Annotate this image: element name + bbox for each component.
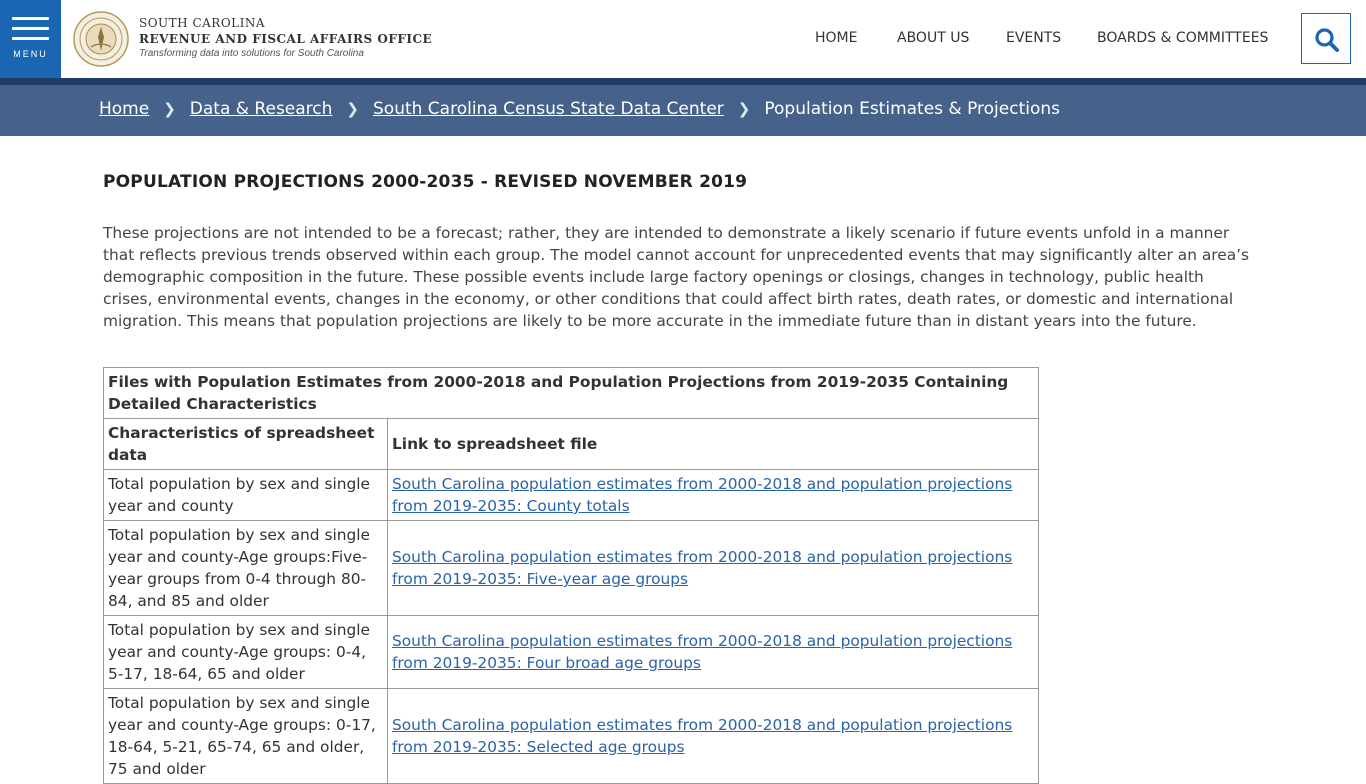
- menu-button[interactable]: [0, 0, 61, 78]
- state-seal-logo[interactable]: [73, 11, 129, 67]
- brand-line2: REVENUE AND FISCAL AFFAIRS OFFICE: [139, 32, 433, 46]
- chevron-right-icon: ❯: [346, 100, 359, 118]
- nav-about-us[interactable]: ABOUT US: [897, 30, 970, 46]
- search-button[interactable]: [1301, 13, 1351, 64]
- county-totals-link[interactable]: South Carolina population estimates from 2000-2018 and population projections from 2019-2035: County totals: [392, 475, 1013, 515]
- intro-paragraph: These projections are not intended to be a forecast; rather, they are intended to demonstrate a likely scenario if future events unfold in a manner that reflects previous trends observed within each group. The model cannot account for unprecedented events that may significantly alter an area’s demographic composition in the future. These possible events include large factory openings or closings, changes in technology, public health crises, environmental events, changes in the economy, or other conditions that could affect birth rates, death rates, or domestic and international migration. This means that population projections are likely to be more accurate in the immediate future than in distant years into the future.: [103, 224, 1250, 330]
- breadcrumb-census-state-data-center[interactable]: South Carolina Census State Data Center: [373, 99, 724, 119]
- column-header-characteristics: Characteristics of spreadsheet data: [104, 419, 388, 470]
- search-icon: [1314, 27, 1340, 53]
- brand-line1: SOUTH CAROLINA: [139, 16, 266, 30]
- page-title: POPULATION PROJECTIONS 2000-2035 - REVISED NOVEMBER 2019: [103, 172, 748, 192]
- breadcrumb: [99, 99, 1060, 123]
- chevron-right-icon: ❯: [163, 100, 176, 118]
- brand-tagline: Transforming data into solutions for South Carolina: [139, 48, 364, 59]
- row-description: Total population by sex and single year and county: [104, 470, 388, 521]
- nav-home[interactable]: HOME: [815, 30, 858, 46]
- site-brand[interactable]: [139, 15, 432, 61]
- row-link-cell: [388, 521, 1039, 616]
- table-row: [104, 689, 1039, 784]
- selected-age-groups-link[interactable]: South Carolina population estimates from 2000-2018 and population projections from 2019-2035: Selected age groups: [392, 716, 1013, 756]
- table-caption-row: [104, 368, 1039, 419]
- five-year-age-groups-link[interactable]: South Carolina population estimates from 2000-2018 and population projections from 2019-2035: Five-year age groups: [392, 548, 1013, 588]
- table-row: [104, 521, 1039, 616]
- row-description: Total population by sex and single year and county-Age groups:Five-year groups from 0-4 through 80-84, and 85 and older: [104, 521, 388, 616]
- row-link-cell: [388, 689, 1039, 784]
- row-description: Total population by sex and single year and county-Age groups: 0-17, 18-64, 5-21, 65-74, 65 and older, 75 and older: [104, 689, 388, 784]
- projections-table: [103, 367, 1039, 784]
- table-caption: Files with Population Estimates from 2000-2018 and Population Projections from 2019-2035 Containing Detailed Characteristics: [104, 368, 1039, 419]
- row-link-cell: [388, 470, 1039, 521]
- menu-label: MENU: [13, 49, 48, 59]
- breadcrumb-current: Population Estimates & Projections: [764, 99, 1061, 119]
- row-link-cell: [388, 616, 1039, 689]
- breadcrumb-home[interactable]: Home: [99, 99, 150, 119]
- table-header-row: [104, 419, 1039, 470]
- column-header-link: Link to spreadsheet file: [388, 419, 1039, 470]
- breadcrumb-bar: [0, 78, 1366, 136]
- hamburger-icon: [12, 17, 49, 47]
- row-description: Total population by sex and single year and county-Age groups: 0-4, 5-17, 18-64, 65 and older: [104, 616, 388, 689]
- four-broad-age-groups-link[interactable]: South Carolina population estimates from 2000-2018 and population projections from 2019-2035: Four broad age groups: [392, 632, 1013, 672]
- breadcrumb-data-research[interactable]: Data & Research: [189, 99, 333, 119]
- chevron-right-icon: ❯: [737, 100, 751, 118]
- site-header: [0, 0, 1366, 78]
- nav-boards-committees[interactable]: BOARDS & COMMITTEES: [1097, 30, 1269, 46]
- nav-events[interactable]: EVENTS: [1006, 30, 1062, 46]
- table-row: [104, 616, 1039, 689]
- table-row: [104, 470, 1039, 521]
